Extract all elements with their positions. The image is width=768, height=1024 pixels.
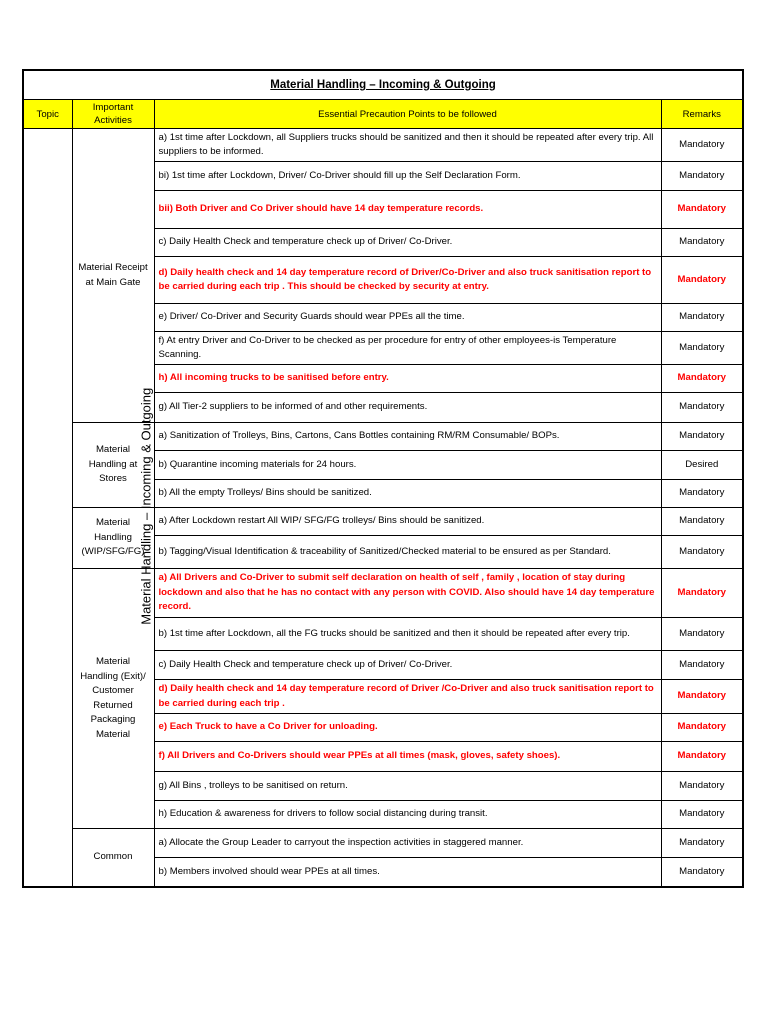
remark-cell: Desired [661,451,743,480]
table-row [23,569,743,618]
precaution-point: c) Daily Health Check and temperature check up of Driver/ Co-Driver. [154,651,661,680]
precaution-point: a) Allocate the Group Leader to carryout the inspection activities in staggered manner. [154,829,661,858]
precaution-point: c) Daily Health Check and temperature check up of Driver/ Co-Driver. [154,229,661,257]
remark-cell: Mandatory [661,508,743,536]
precaution-table [22,69,744,888]
precaution-point: bii) Both Driver and Co Driver should have 14 day temperature records. [154,191,661,229]
activity-cell: Material Receipt at Main Gate [72,129,154,423]
remark-cell: Mandatory [661,480,743,508]
precaution-point: b) All the empty Trolleys/ Bins should be sanitized. [154,480,661,508]
remark-cell: Mandatory [661,393,743,423]
precaution-point: a) Sanitization of Trolleys, Bins, Cartons, Cans Bottles containing RM/RM Consumable/ BOPs. [154,423,661,451]
remark-cell: Mandatory [661,332,743,365]
precaution-point: a) All Drivers and Co-Driver to submit self declaration on health of self , family , location of stay during lockdown and also that he has no contact with any person with COVID. Also should have 14 day temperature record. [154,569,661,618]
activity-cell: Material Handling (Exit)/ Customer Returned Packaging Material [72,569,154,829]
precaution-point: d) Daily health check and 14 day temperature record of Driver /Co-Driver and also truck sanitisation report to be carried during each trip . [154,680,661,714]
sheet-title: Material Handling – Incoming & Outgoing [23,70,743,100]
table-row [23,508,743,536]
remark-cell: Mandatory [661,365,743,393]
title-row [23,70,743,100]
table-row [23,829,743,858]
header-remarks: Remarks [661,100,743,129]
header-activities: Important Activities [72,100,154,129]
table-row [23,129,743,162]
activity-cell: Material Handling at Stores [72,423,154,508]
remark-cell: Mandatory [661,129,743,162]
remark-cell: Mandatory [661,569,743,618]
header-row [23,100,743,129]
topic-vertical-label: Material Handling – Incoming & Outgoing [138,387,154,625]
precaution-point: h) All incoming trucks to be sanitised before entry. [154,365,661,393]
remark-cell: Mandatory [661,858,743,887]
header-points: Essential Precaution Points to be followed [154,100,661,129]
precaution-point: b) Tagging/Visual Identification & traceability of Sanitized/Checked material to be ensured as per Standard. [154,536,661,569]
remark-cell: Mandatory [661,772,743,801]
remark-cell: Mandatory [661,304,743,332]
table-row [23,423,743,451]
remark-cell: Mandatory [661,801,743,829]
activity-cell: Material Handling (WIP/SFG/FG) [72,508,154,569]
precaution-point: d) Daily health check and 14 day temperature record of Driver/Co-Driver and also truck sanitisation report to be carried during each trip . This should be checked by security at entry. [154,257,661,304]
precaution-point: e) Each Truck to have a Co Driver for unloading. [154,714,661,742]
precaution-point: a) After Lockdown restart All WIP/ SFG/FG trolleys/ Bins should be sanitized. [154,508,661,536]
precaution-point: bi) 1st time after Lockdown, Driver/ Co-Driver should fill up the Self Declaration Form. [154,162,661,191]
header-topic: Topic [23,100,72,129]
remark-cell: Mandatory [661,423,743,451]
precaution-point: b) Quarantine incoming materials for 24 hours. [154,451,661,480]
remark-cell: Mandatory [661,536,743,569]
remark-cell: Mandatory [661,618,743,651]
remark-cell: Mandatory [661,229,743,257]
remark-cell: Mandatory [661,191,743,229]
precaution-point: b) Members involved should wear PPEs at all times. [154,858,661,887]
precaution-point: h) Education & awareness for drivers to follow social distancing during transit. [154,801,661,829]
precaution-point: g) All Bins , trolleys to be sanitised on return. [154,772,661,801]
precaution-point: f) At entry Driver and Co-Driver to be checked as per procedure for entry of other employees-is Temperature Scanning. [154,332,661,365]
remark-cell: Mandatory [661,680,743,714]
precaution-point: b) 1st time after Lockdown, all the FG trucks should be sanitized and then it should be repeated after every trip. [154,618,661,651]
remark-cell: Mandatory [661,162,743,191]
remark-cell: Mandatory [661,742,743,772]
activity-cell: Common [72,829,154,887]
remark-cell: Mandatory [661,257,743,304]
remark-cell: Mandatory [661,714,743,742]
precaution-point: e) Driver/ Co-Driver and Security Guards should wear PPEs all the time. [154,304,661,332]
precaution-point: a) 1st time after Lockdown, all Suppliers trucks should be sanitized and then it should be repeated after every trip. All suppliers to be informed. [154,129,661,162]
remark-cell: Mandatory [661,829,743,858]
table-body [23,70,743,887]
remark-cell: Mandatory [661,651,743,680]
precaution-point: g) All Tier-2 suppliers to be informed of and other requirements. [154,393,661,423]
precaution-point: f) All Drivers and Co-Drivers should wear PPEs at all times (mask, gloves, safety shoes). [154,742,661,772]
